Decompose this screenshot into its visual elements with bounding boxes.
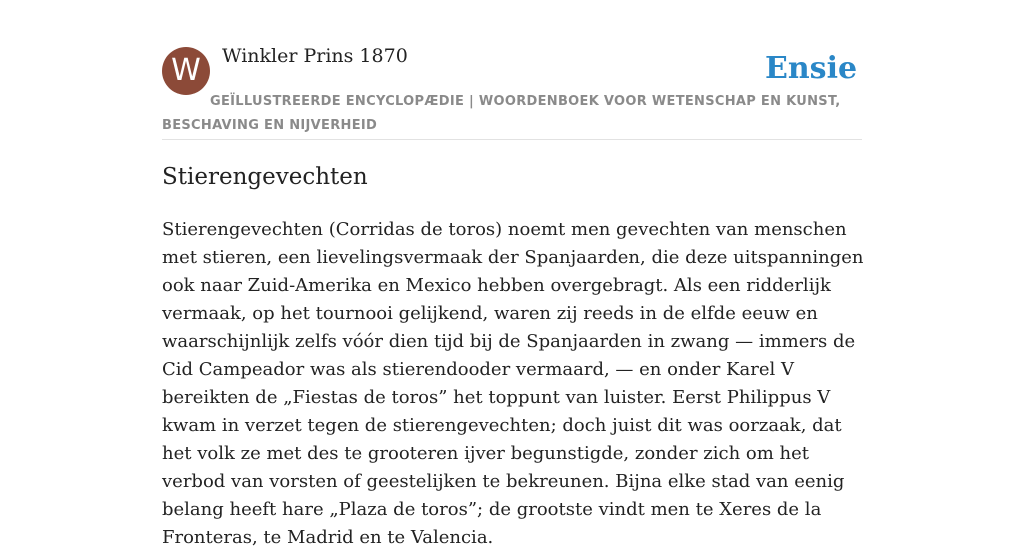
entry-title: Stierengevechten: [162, 164, 368, 190]
source-avatar[interactable]: W: [162, 47, 210, 95]
entry-body: Stierengevechten (Corridas de toros) noemt men gevechten van menschen met stieren, een lievelingsvermaak der Spanjaarden, die deze uitspanningen ook naar Zuid-Amerika en Mexico hebben overgebragt. Als een ridderlijk vermaak, op het tournooi gelijkend, waren zij reeds in de elfde eeuw en waarschijnlijk zelfs vóór dien tijd bij de Spanjaarden in zwang — immers de Cid Campeador was als stierendooder vermaard, — en onder Karel V bereikten de „Fiestas de toros” het toppunt van luister. Eerst Philippus V kwam in verzet tegen de stierengevechten; doch juist dit was oorzaak, dat het volk ze met des te grooteren ijver begunstigde, zonder zich om het verbod van vorsten of geestelijken te bekreunen. Bijna elke stad van eenig belang heeft hare „Plaza de toros”; de grootste vindt men te Xeres de la Fronteras, te Madrid en te Valencia.: [162, 219, 864, 548]
header-divider: [162, 139, 862, 140]
source-title-link[interactable]: Winkler Prins 1870: [222, 45, 408, 67]
source-subtitle: GEÏLLUSTREERDE ENCYCLOPÆDIE | WOORDENBOEK VOOR WETENSCHAP EN KUNST, BESCHAVING EN NIJVERHEID: [162, 94, 841, 133]
ensie-logo[interactable]: Ensie: [765, 51, 858, 86]
